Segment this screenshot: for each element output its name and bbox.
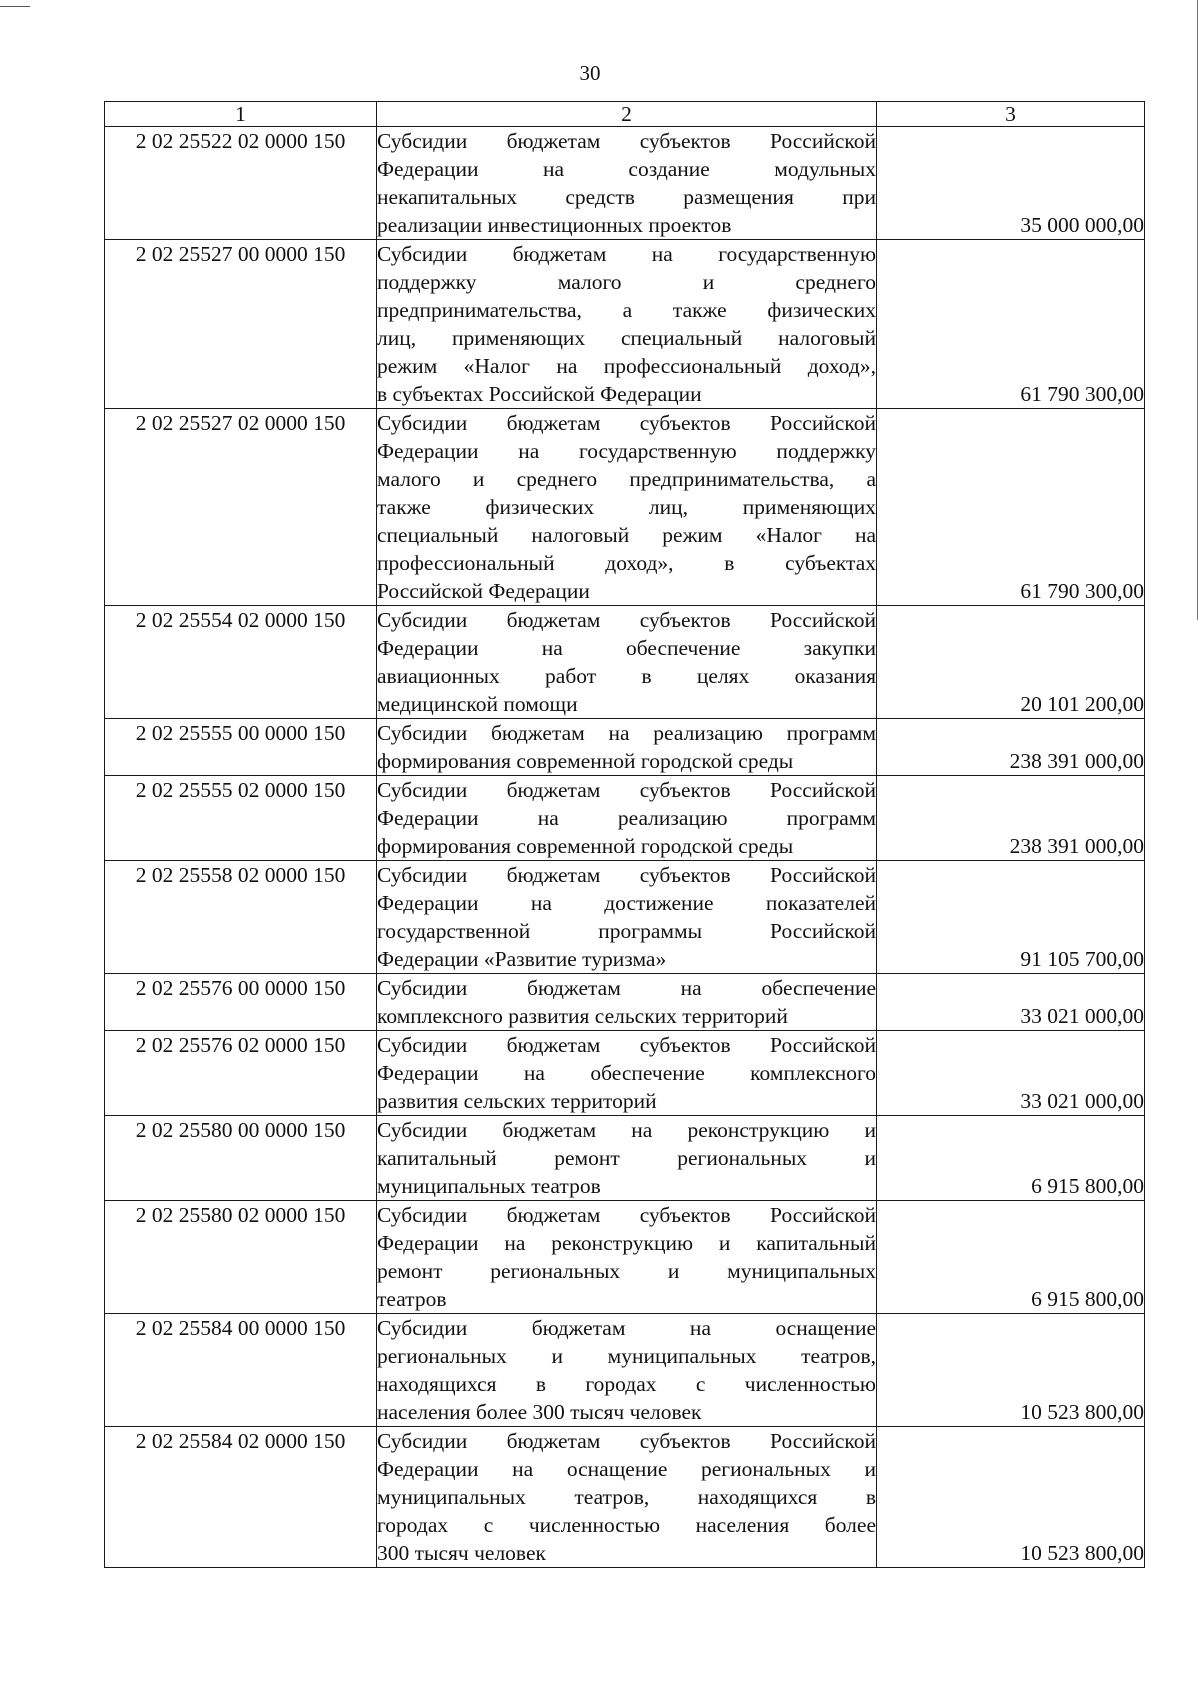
- description-cell: [377, 127, 877, 240]
- scan-edge-mark: [0, 6, 30, 7]
- budget-code-cell: 2 02 25584 00 0000 150: [105, 1314, 377, 1427]
- description-line: специальный налоговый режим «Налог на: [377, 523, 876, 547]
- description-line: Федерации на реализацию программ: [377, 806, 876, 830]
- description-line: Субсидии бюджетам на реализацию программ: [377, 721, 876, 745]
- description-line: региональных и муниципальных театров,: [377, 1344, 876, 1368]
- table-row: [105, 1031, 1145, 1116]
- table-body: [105, 127, 1145, 1568]
- description-line: муниципальных театров, находящихся в: [377, 1485, 876, 1509]
- budget-code-cell: 2 02 25576 02 0000 150: [105, 1031, 377, 1116]
- column-header-description: 2: [377, 102, 877, 127]
- table-row: [105, 1201, 1145, 1314]
- description-line: лиц, применяющих специальный налоговый: [377, 326, 876, 350]
- table-row: [105, 240, 1145, 409]
- budget-table: [104, 101, 1145, 1568]
- amount-cell: 61 790 300,00: [877, 240, 1145, 409]
- amount-cell: 238 391 000,00: [877, 719, 1145, 776]
- description-line: режим «Налог на профессиональный доход»,: [377, 354, 876, 378]
- description-cell: [377, 606, 877, 719]
- budget-code-cell: 2 02 25584 02 0000 150: [105, 1427, 377, 1568]
- amount-cell: 61 790 300,00: [877, 409, 1145, 606]
- description-line: медицинской помощи: [377, 692, 578, 716]
- description-line: Федерации на реконструкцию и капитальный: [377, 1231, 876, 1255]
- description-line: комплексного развития сельских территорий: [377, 1004, 788, 1028]
- description-cell: [377, 1116, 877, 1201]
- description-cell: [377, 1201, 877, 1314]
- table-row: [105, 861, 1145, 974]
- amount-cell: 33 021 000,00: [877, 1031, 1145, 1116]
- budget-code-cell: 2 02 25527 02 0000 150: [105, 409, 377, 606]
- description-line: Субсидии бюджетам на оснащение: [377, 1316, 876, 1340]
- table-row: [105, 1427, 1145, 1568]
- amount-cell: 91 105 700,00: [877, 861, 1145, 974]
- amount-cell: 10 523 800,00: [877, 1427, 1145, 1568]
- description-line: Субсидии бюджетам субъектов Российской: [377, 778, 876, 802]
- description-cell: [377, 719, 877, 776]
- amount-cell: 20 101 200,00: [877, 606, 1145, 719]
- description-line: поддержку малого и среднего: [377, 270, 876, 294]
- description-line: театров: [377, 1287, 447, 1311]
- budget-code-cell: 2 02 25580 02 0000 150: [105, 1201, 377, 1314]
- scan-right-rule: [1197, 0, 1198, 620]
- budget-code-cell: 2 02 25527 00 0000 150: [105, 240, 377, 409]
- description-line: муниципальных театров: [377, 1174, 601, 1198]
- table-row: [105, 1116, 1145, 1201]
- column-header-amount: 3: [877, 102, 1145, 127]
- description-line: Субсидии бюджетам субъектов Российской: [377, 1429, 876, 1453]
- description-line: Федерации на государственную поддержку: [377, 439, 876, 463]
- table-row: [105, 974, 1145, 1031]
- description-line: профессиональный доход», в субъектах: [377, 551, 876, 575]
- description-line: предпринимательства, а также физических: [377, 298, 876, 322]
- description-line: формирования современной городской среды: [377, 749, 794, 773]
- description-line: Федерации «Развитие туризма»: [377, 947, 667, 971]
- amount-cell: 6 915 800,00: [877, 1201, 1145, 1314]
- description-line: находящихся в городах с численностью: [377, 1372, 876, 1396]
- description-cell: [377, 1031, 877, 1116]
- description-line: развития сельских территорий: [377, 1089, 657, 1113]
- description-cell: [377, 861, 877, 974]
- description-line: Субсидии бюджетам субъектов Российской: [377, 608, 876, 632]
- budget-code-cell: 2 02 25554 02 0000 150: [105, 606, 377, 719]
- budget-code-cell: 2 02 25555 02 0000 150: [105, 776, 377, 861]
- description-line: государственной программы Российской: [377, 919, 876, 943]
- description-line: Федерации на достижение показателей: [377, 891, 876, 915]
- description-line: Субсидии бюджетам субъектов Российской: [377, 411, 876, 435]
- header-row: [105, 102, 1145, 127]
- amount-cell: 238 391 000,00: [877, 776, 1145, 861]
- description-line: Субсидии бюджетам на государственную: [377, 242, 876, 266]
- budget-code-cell: 2 02 25580 00 0000 150: [105, 1116, 377, 1201]
- table-row: [105, 127, 1145, 240]
- budget-code-cell: 2 02 25522 02 0000 150: [105, 127, 377, 240]
- table-row: [105, 719, 1145, 776]
- description-line: Субсидии бюджетам субъектов Российской: [377, 129, 876, 153]
- budget-code-cell: 2 02 25555 00 0000 150: [105, 719, 377, 776]
- description-line: 300 тысяч человек: [377, 1541, 546, 1565]
- amount-cell: 6 915 800,00: [877, 1116, 1145, 1201]
- description-line: городах с численностью населения более: [377, 1513, 876, 1537]
- description-line: Федерации на оснащение региональных и: [377, 1457, 876, 1481]
- column-header-code: 1: [105, 102, 377, 127]
- budget-code-cell: 2 02 25576 00 0000 150: [105, 974, 377, 1031]
- amount-cell: 33 021 000,00: [877, 974, 1145, 1031]
- amount-cell: 10 523 800,00: [877, 1314, 1145, 1427]
- description-line: в субъектах Российской Федерации: [377, 382, 702, 406]
- description-cell: [377, 1427, 877, 1568]
- description-cell: [377, 240, 877, 409]
- description-line: малого и среднего предпринимательства, а: [377, 467, 876, 491]
- description-line: капитальный ремонт региональных и: [377, 1146, 876, 1170]
- description-line: Субсидии бюджетам субъектов Российской: [377, 863, 876, 887]
- description-line: формирования современной городской среды: [377, 834, 794, 858]
- table-row: [105, 1314, 1145, 1427]
- description-cell: [377, 974, 877, 1031]
- description-line: также физических лиц, применяющих: [377, 495, 876, 519]
- description-line: Субсидии бюджетам субъектов Российской: [377, 1033, 876, 1057]
- table-header: [105, 102, 1145, 127]
- description-line: авиационных работ в целях оказания: [377, 664, 876, 688]
- description-line: населения более 300 тысяч человек: [377, 1400, 702, 1424]
- table-row: [105, 409, 1145, 606]
- table-row: [105, 776, 1145, 861]
- table-row: [105, 606, 1145, 719]
- description-cell: [377, 776, 877, 861]
- description-line: Федерации на обеспечение закупки: [377, 636, 876, 660]
- description-line: Субсидии бюджетам на реконструкцию и: [377, 1118, 876, 1142]
- page-number: 30: [579, 61, 601, 85]
- description-line: Российской Федерации: [377, 579, 590, 603]
- description-line: Федерации на создание модульных: [377, 157, 876, 181]
- description-line: Субсидии бюджетам на обеспечение: [377, 976, 876, 1000]
- amount-cell: 35 000 000,00: [877, 127, 1145, 240]
- budget-code-cell: 2 02 25558 02 0000 150: [105, 861, 377, 974]
- description-line: Субсидии бюджетам субъектов Российской: [377, 1203, 876, 1227]
- description-line: некапитальных средств размещения при: [377, 185, 876, 209]
- description-line: реализации инвестиционных проектов: [377, 213, 732, 237]
- description-line: ремонт региональных и муниципальных: [377, 1259, 876, 1283]
- description-cell: [377, 1314, 877, 1427]
- description-line: Федерации на обеспечение комплексного: [377, 1061, 876, 1085]
- description-cell: [377, 409, 877, 606]
